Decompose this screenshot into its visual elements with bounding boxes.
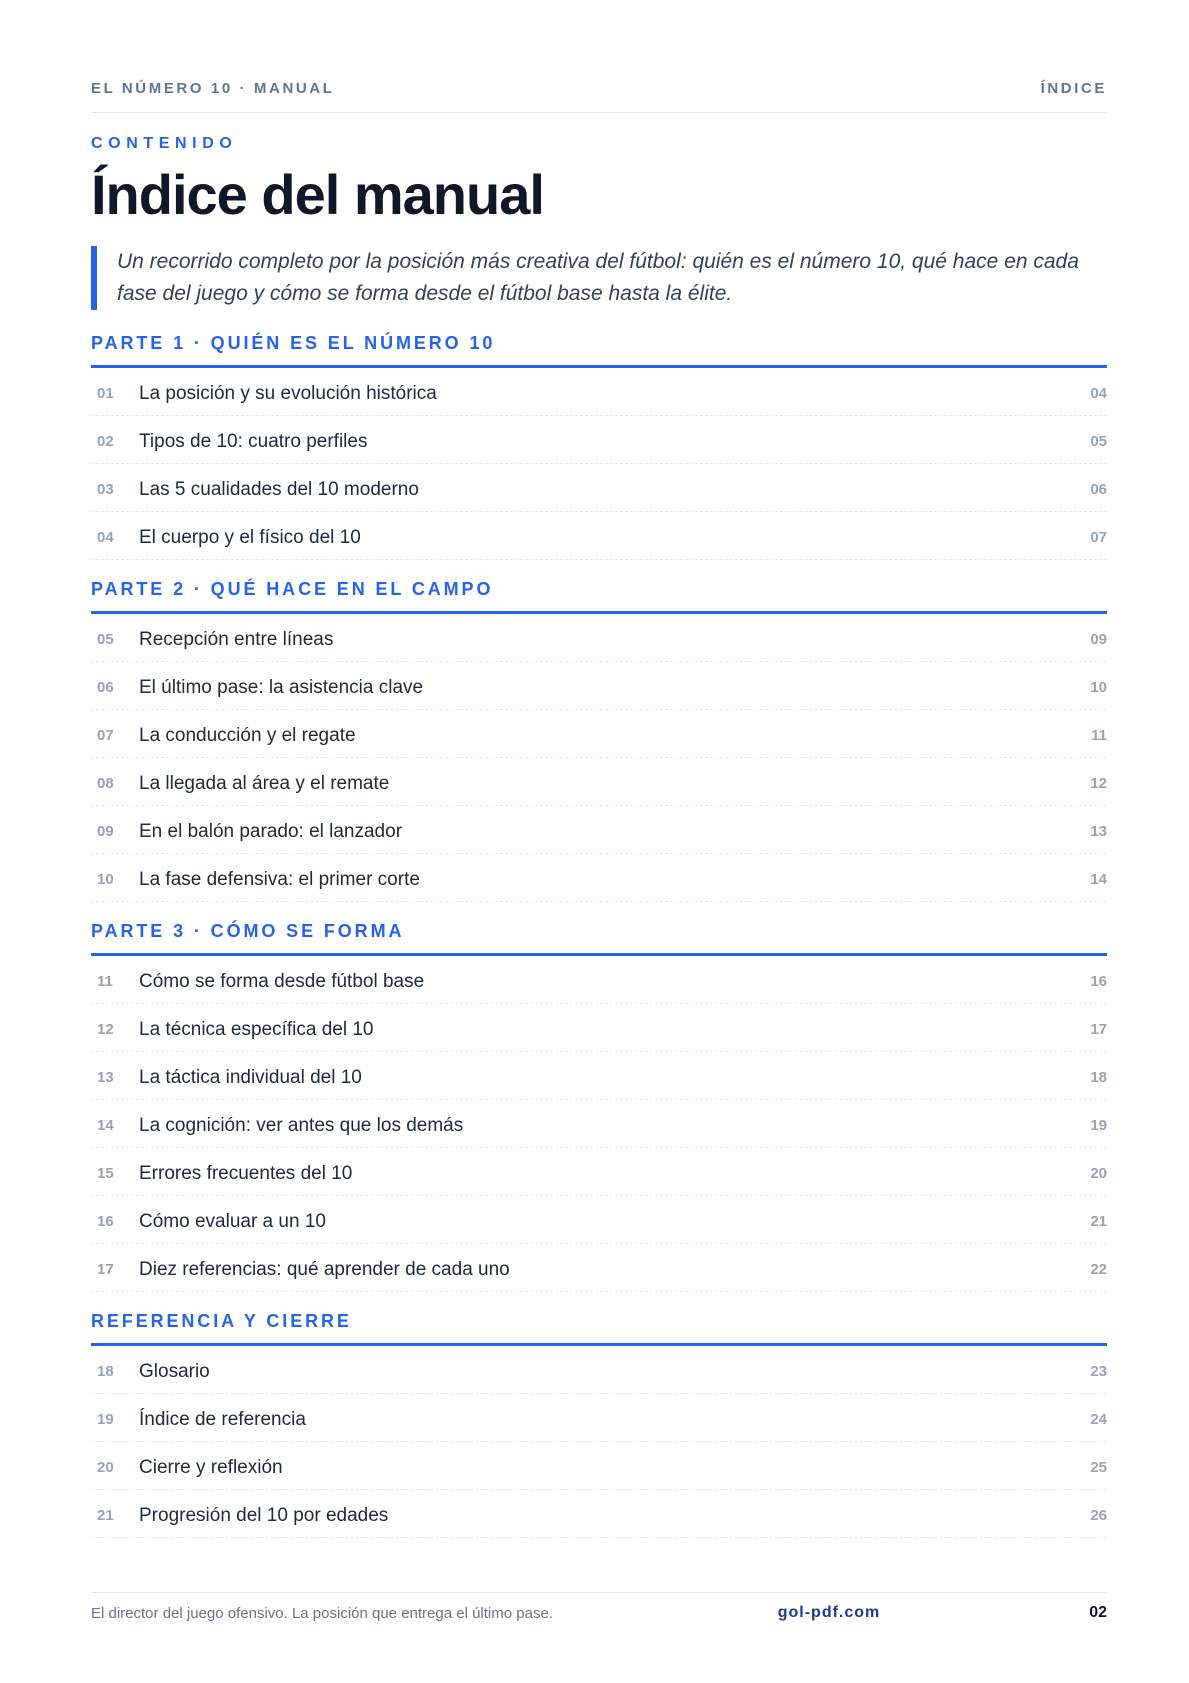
toc-entry-title: Recepción entre líneas (139, 628, 334, 650)
toc-entry[interactable] (91, 1490, 1107, 1538)
toc-entry[interactable] (91, 1346, 1107, 1394)
toc-section-heading: PARTE 1 · QUIÉN ES EL NÚMERO 10 (91, 332, 1107, 368)
toc-entry-number: 02 (97, 433, 114, 450)
toc-entry-number: 17 (97, 1261, 114, 1278)
toc-entry-number: 21 (97, 1507, 114, 1524)
toc-entry-page: 04 (1090, 385, 1107, 402)
toc-entry-page: 10 (1090, 679, 1107, 696)
page-number: 02 (1089, 1604, 1107, 1621)
toc-entry[interactable] (91, 416, 1107, 464)
toc-entry-page: 24 (1090, 1411, 1107, 1428)
toc-entry[interactable] (91, 614, 1107, 662)
toc-entry-page: 16 (1090, 973, 1107, 990)
toc-entry-page: 09 (1090, 631, 1107, 648)
running-header (91, 80, 1107, 113)
toc-entry-page: 20 (1090, 1165, 1107, 1182)
toc-entry-page: 25 (1090, 1459, 1107, 1476)
toc-entry-page: 11 (1091, 727, 1107, 744)
toc-entry-title: La técnica específica del 10 (139, 1018, 374, 1040)
toc-entry-number: 12 (97, 1021, 114, 1038)
toc-entry-number: 14 (97, 1117, 114, 1134)
footer-tagline: El director del juego ofensivo. La posición que entrega el último pase. (91, 1604, 553, 1622)
toc-entry-title: Cómo se forma desde fútbol base (139, 970, 425, 992)
toc-section-list (91, 368, 1107, 560)
toc-entry-title: El cuerpo y el físico del 10 (139, 526, 361, 548)
toc-entry-page: 13 (1090, 823, 1107, 840)
toc-entry[interactable] (91, 758, 1107, 806)
intro-quote: Un recorrido completo por la posición más creativa del fútbol: quién es el número 10, qué hace en cada fase del juego y cómo se forma desde el fútbol base hasta la élite. (91, 246, 1107, 310)
running-header-title: EL NÚMERO 10 · MANUAL (91, 80, 335, 97)
toc-section-list (91, 1346, 1107, 1538)
toc-entry-page: 26 (1090, 1507, 1107, 1524)
toc-section-heading: REFERENCIA Y CIERRE (91, 1310, 1107, 1346)
toc-entry-title: Tipos de 10: cuatro perfiles (139, 430, 368, 452)
page-title: Índice del manual (91, 163, 544, 226)
toc-entry-page: 17 (1090, 1021, 1107, 1038)
toc-entry-number: 01 (97, 385, 114, 402)
toc-entry-title: La táctica individual del 10 (139, 1066, 362, 1088)
toc-entry-number: 09 (97, 823, 114, 840)
toc-entry[interactable] (91, 368, 1107, 416)
footer-site-link[interactable]: gol-pdf.com (777, 1604, 881, 1621)
toc-entry-number: 13 (97, 1069, 114, 1086)
toc-section-list (91, 956, 1107, 1292)
eyebrow-label: CONTENIDO (91, 135, 238, 152)
page-footer (91, 1592, 1107, 1633)
toc-entry-number: 05 (97, 631, 114, 648)
toc-entry-title: La posición y su evolución histórica (139, 382, 437, 404)
toc-entry-number: 08 (97, 775, 114, 792)
toc-entry-number: 04 (97, 529, 114, 546)
toc-entry-title: Cierre y reflexión (139, 1456, 283, 1478)
toc-entry-page: 23 (1090, 1363, 1107, 1380)
toc-entry[interactable] (91, 1004, 1107, 1052)
toc-entry[interactable] (91, 464, 1107, 512)
toc-entry[interactable] (91, 662, 1107, 710)
toc-entry-number: 18 (97, 1363, 114, 1380)
toc-entry-number: 20 (97, 1459, 114, 1476)
toc-entry-page: 07 (1090, 529, 1107, 546)
toc-entry[interactable] (91, 1148, 1107, 1196)
toc-entry[interactable] (91, 1052, 1107, 1100)
toc-entry-page: 12 (1090, 775, 1107, 792)
toc-section-heading: PARTE 2 · QUÉ HACE EN EL CAMPO (91, 578, 1107, 614)
toc-entry[interactable] (91, 854, 1107, 902)
toc-entry[interactable] (91, 1394, 1107, 1442)
toc-entry-title: Glosario (139, 1360, 210, 1382)
toc-entry-page: 06 (1090, 481, 1107, 498)
toc-entry-title: Diez referencias: qué aprender de cada uno (139, 1258, 510, 1280)
toc-entry-number: 15 (97, 1165, 114, 1182)
toc-entry[interactable] (91, 1244, 1107, 1292)
toc-entry-page: 14 (1090, 871, 1107, 888)
toc-entry-title: La conducción y el regate (139, 724, 356, 746)
toc-entry-number: 10 (97, 871, 114, 888)
toc-entry[interactable] (91, 710, 1107, 758)
toc-entry-number: 03 (97, 481, 114, 498)
toc-entry-title: Errores frecuentes del 10 (139, 1162, 353, 1184)
toc-entry-page: 21 (1090, 1213, 1107, 1230)
toc-entry-title: En el balón parado: el lanzador (139, 820, 403, 842)
toc-entry[interactable] (91, 806, 1107, 854)
toc-entry-number: 16 (97, 1213, 114, 1230)
toc-entry-page: 05 (1090, 433, 1107, 450)
toc-entry-page: 19 (1090, 1117, 1107, 1134)
toc-entry[interactable] (91, 956, 1107, 1004)
running-header-section: ÍNDICE (1040, 80, 1107, 97)
toc-section-heading: PARTE 3 · CÓMO SE FORMA (91, 920, 1107, 956)
toc-entry[interactable] (91, 512, 1107, 560)
toc-entry-title: Las 5 cualidades del 10 moderno (139, 478, 419, 500)
toc-entry-title: Progresión del 10 por edades (139, 1504, 389, 1526)
toc-section-list (91, 614, 1107, 902)
toc-entry-number: 19 (97, 1411, 114, 1428)
toc-entry-title: La llegada al área y el remate (139, 772, 390, 794)
toc-entry-title: La fase defensiva: el primer corte (139, 868, 420, 890)
toc-entry-number: 06 (97, 679, 114, 696)
toc-entry-number: 11 (97, 973, 113, 990)
toc-entry-title: La cognición: ver antes que los demás (139, 1114, 464, 1136)
toc-entry[interactable] (91, 1442, 1107, 1490)
toc-entry-page: 18 (1090, 1069, 1107, 1086)
toc-entry[interactable] (91, 1100, 1107, 1148)
toc-entry-page: 22 (1090, 1261, 1107, 1278)
toc-entry[interactable] (91, 1196, 1107, 1244)
toc-entry-number: 07 (97, 727, 114, 744)
toc-entry-title: El último pase: la asistencia clave (139, 676, 424, 698)
toc-entry-title: Índice de referencia (139, 1408, 306, 1430)
table-of-contents (91, 332, 1107, 1556)
toc-entry-title: Cómo evaluar a un 10 (139, 1210, 326, 1232)
